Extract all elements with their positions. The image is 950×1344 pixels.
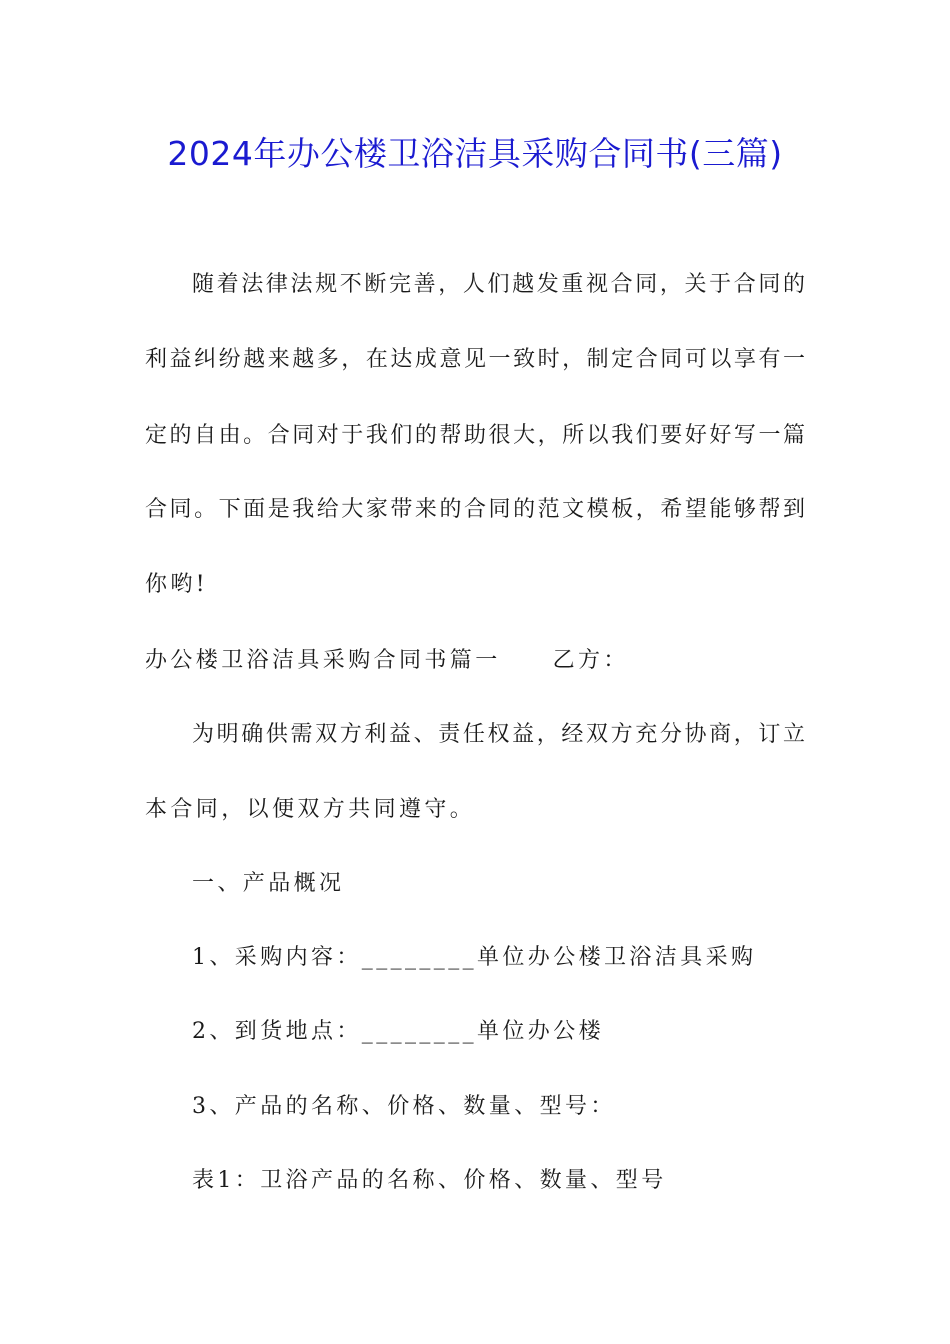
clause-item: 3、产品的名称、价格、数量、型号： [192, 1094, 616, 1119]
table-caption: 表1：卫浴产品的名称、价格、数量、型号 [192, 1168, 667, 1193]
intro-line: 你哟! [145, 572, 209, 597]
purpose-line: 本合同，以便双方共同遵守。 [145, 797, 476, 822]
intro-line: 合同。下面是我给大家带来的合同的范文模板，希望能够帮到 [145, 497, 805, 522]
purpose-line: 为明确供需双方利益、责任权益，经双方充分协商，订立 [192, 722, 805, 747]
document-title: 2024年办公楼卫浴洁具采购合同书(三篇) [167, 134, 783, 173]
party-b-label: 乙方： [552, 648, 629, 673]
intro-line: 定的自由。合同对于我们的帮助很大，所以我们要好好写一篇 [145, 423, 805, 448]
intro-line: 利益纠纷越来越多，在达成意见一致时，制定合同可以享有一 [145, 347, 805, 372]
clause-heading: 一、产品概况 [192, 871, 345, 896]
section-heading: 办公楼卫浴洁具采购合同书篇一 [145, 648, 501, 673]
clause-item: 1、采购内容：________单位办公楼卫浴洁具采购 [192, 945, 757, 970]
section-heading-line [145, 643, 629, 679]
clause-item: 2、到货地点：________单位办公楼 [192, 1019, 604, 1044]
intro-line: 随着法律法规不断完善，人们越发重视合同，关于合同的 [192, 272, 805, 297]
